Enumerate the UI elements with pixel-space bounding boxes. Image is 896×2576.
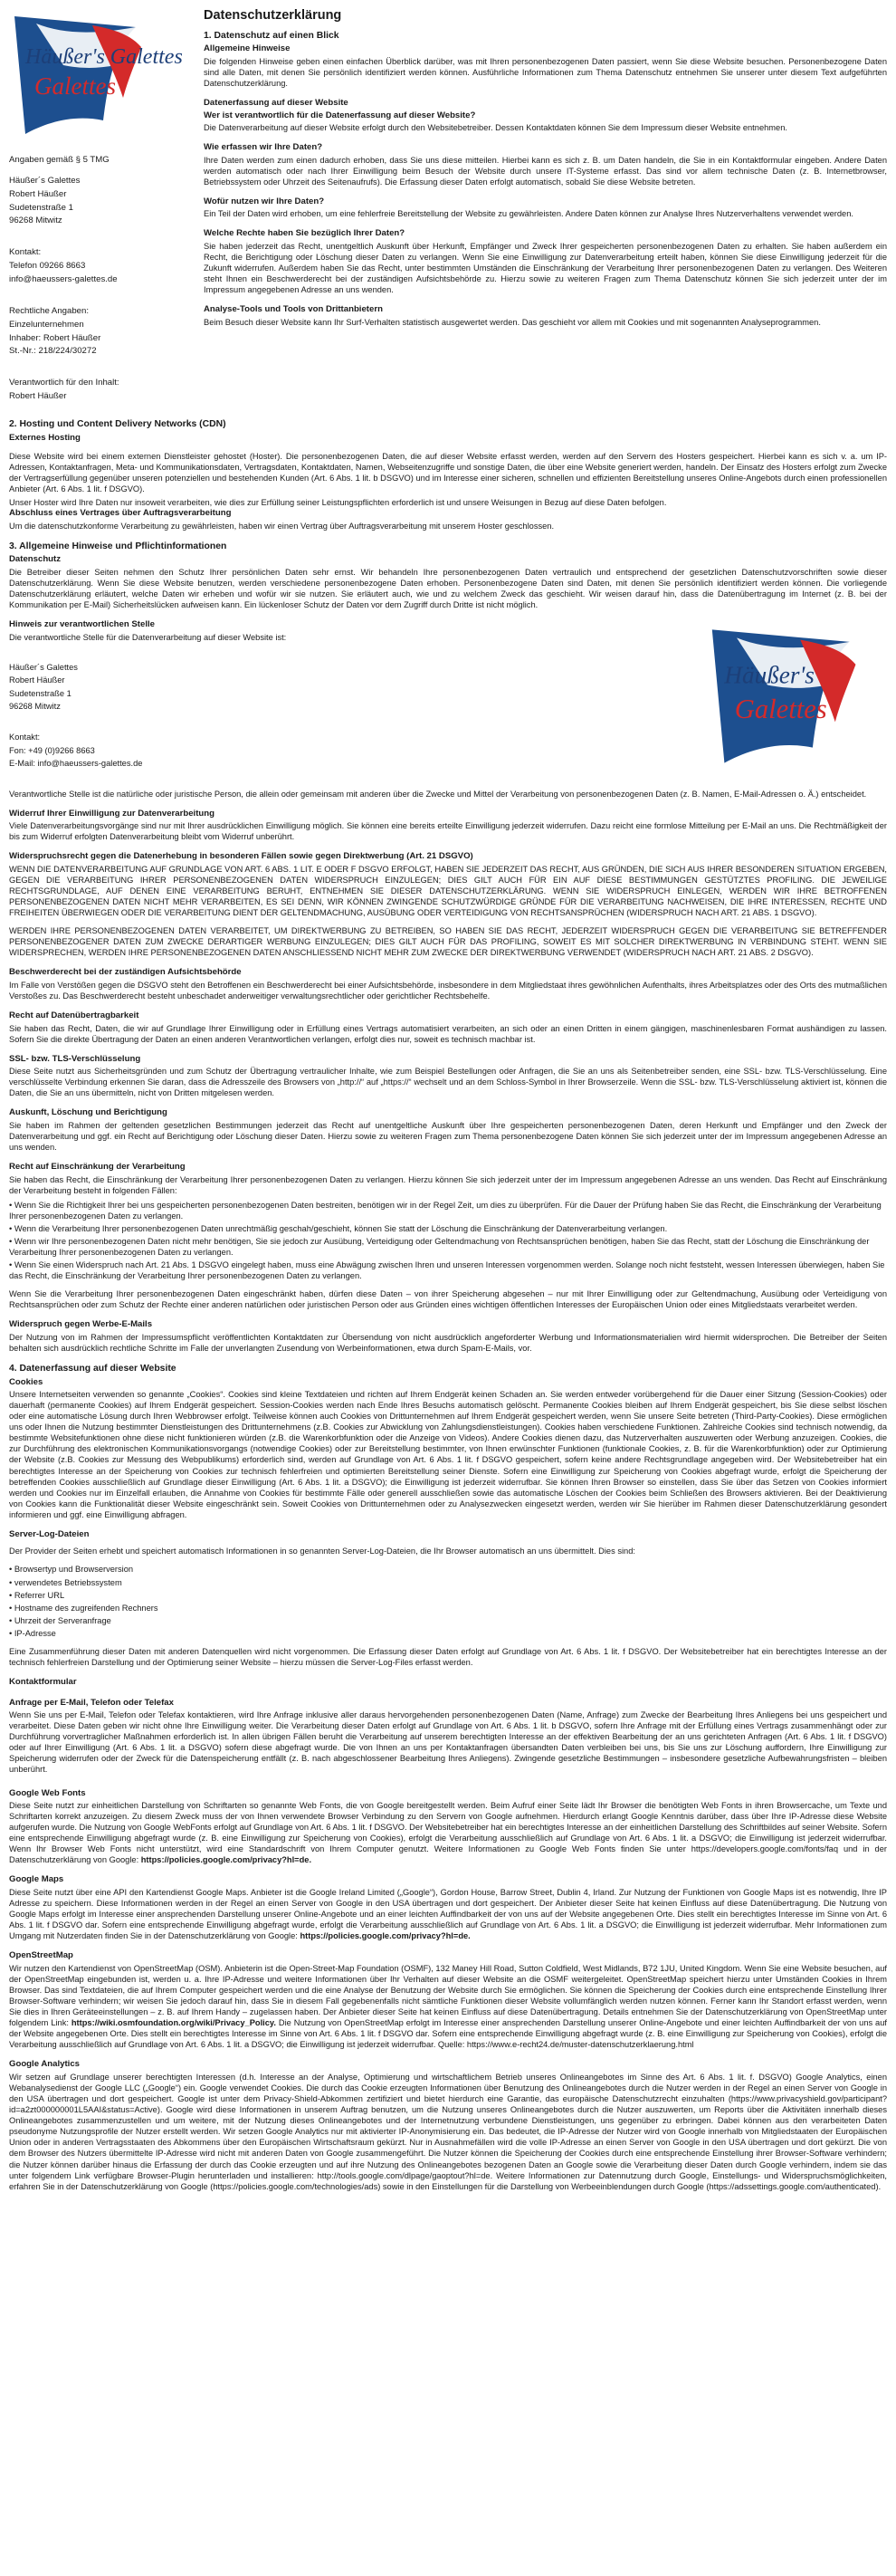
osm-privacy-link[interactable]: https://wiki.osmfoundation.org/wiki/Privacy_Policy. (71, 2018, 276, 2028)
list-item: • Wenn die Verarbeitung Ihrer personenbezogenen Daten unrechtmäßig geschah/geschieht, können Sie statt der Löschung die Einschränkung der Datenverarbeitung verlangen. (9, 1223, 887, 1234)
brand-logo-large (706, 619, 860, 773)
owner: Robert Häußer (9, 188, 67, 199)
phone[interactable]: Telefon 09266 8663 (9, 261, 86, 272)
addr-city: 96268 Mitwitz (9, 701, 61, 711)
list-item: • Wenn Sie die Richtigkeit Ihrer bei uns gespeicherten personenbezogenen Daten bestreiten, benötigen wir in der Regel Zeit, um dies zu überprüfen. Für die Dauer der Prüfung haben Sie das Recht, die Einschränkung der Verarbeitung Ihrer personenbezogenen Daten zu verlangen. (9, 1200, 887, 1221)
paragraph: Die Betreiber dieser Seiten nehmen den Schutz Ihrer persönlichen Daten sehr ernst. Wir behandeln Ihre personenbezogenen Daten vertraulich und entsprechend der gesetzlichen Datenschutzvorschriften sowie dieser Datenschutzerklärung. Wenn Sie diese Website benutzen, werden verschiedene personenbezogene Daten erhoben. Personenbezogene Daten sind Daten, mit denen Sie persönlich identifiziert werden können. Die vorliegende Datenschutzerklärung erläutert, welche Daten wir erheben und wofür wir sie nutzen. Sie erläutert auch, wie und zu welchem Zweck das geschieht. Wir weisen darauf hin, dass die Datenübertragung im Internet (z. B. bei der Kommunikation per E-Mail) Sicherheitslücken aufweisen kann. Ein lückenloser Schutz der Daten vor dem Zugriff durch Dritte ist nicht möglich. (9, 567, 887, 610)
paragraph: Die Datenverarbeitung auf dieser Website erfolgt durch den Websitebetreiber. Dessen Kontaktdaten können Sie dem Impressum dieser Website entnehmen. (204, 123, 787, 132)
sidebar (9, 7, 186, 404)
legal-form: Einzelunternehmen (9, 319, 84, 330)
subheading: Datenschutz (9, 554, 62, 565)
paragraph: Sie haben das Recht, die Einschränkung der Verarbeitung Ihrer personenbezogenen Daten zu verlangen. Hierzu können Sie sich jederzeit unter der im Impressum angegebenen Adresse an uns wenden. Das Recht auf Einschränkung der Verarbeitung besteht in folgenden Fällen: (9, 1174, 887, 1195)
subheading: Welche Rechte haben Sie bezüglich Ihrer Daten? (204, 228, 405, 239)
section-heading: 4. Datenerfassung auf dieser Website (9, 1364, 176, 1374)
paragraph: Unser Hoster wird Ihre Daten nur insoweit verarbeiten, wie dies zur Erfüllung seiner Leistungspflichten erforderlich ist und unsere Weisungen in Bezug auf diese Daten befolgen. (9, 498, 667, 508)
content-full (9, 418, 887, 2195)
imprint-address (9, 154, 186, 228)
responsible-label: Verantwortlich für den Inhalt: (9, 378, 119, 388)
paragraph: WERDEN IHRE PERSONENBEZOGENEN DATEN VERARBEITET, UM DIREKTWERBUNG ZU BETREIBEN, SO HABEN SIE DAS RECHT, JEDERZEIT WIDERSPRUCH GEGEN DIE VERARBEITUNG SIE BETREFFENDER PERSONENBEZOGENER DATEN ZUM ZWECKE DERARTIGER WERBUNG EINZULEGEN; DIES GILT AUCH FÜR DAS PROFILING, SOWEIT ES MIT SOLCHER DIREKTWERBUNG IN VERBINDUNG STEHT. WENN SIE WIDERSPRECHEN, WERDEN IHRE PERSONENBEZOGENEN DATEN ANSCHLIESSEND NICHT MEHR ZUM ZWECKE DER DIREKTWERBUNG VERWENDET (WIDERSPRUCH NACH ART. 21 ABS. 2 DSGVO). (9, 926, 887, 958)
svg-text:Häußer's: Häußer's (724, 661, 815, 689)
list-item: • Browsertyp und Browserversion (9, 1564, 887, 1575)
legal-label: Rechtliche Angaben: (9, 305, 90, 316)
subheading: Google Maps (9, 1874, 64, 1885)
street: Sudetenstraße 1 (9, 202, 73, 213)
section-heading: 1. Datenschutz auf einen Blick (204, 30, 339, 41)
subheading: Datenerfassung auf dieser Website (204, 98, 348, 109)
contact-label: Kontakt: (9, 247, 42, 258)
imprint-contact (9, 246, 186, 287)
paragraph: Wenn Sie uns per E-Mail, Telefon oder Telefax kontaktieren, wird Ihre Anfrage inklusive aller daraus hervorgehenden personenbezogenen Daten (Name, Anfrage) zum Zwecke der Bearbeitung Ihres Anliegens bei uns gespeichert und verarbeitet. Diese Daten geben wir nicht ohne Ihre Einwilligung weiter. Die Verarbeitung dieser Daten erfolgt auf Grundlage von Art. 6 Abs. 1 lit. b DSGVO, sofern Ihre Anfrage mit der Erfüllung eines Vertrags zusammenhängt oder zur Durchführung vorvertraglicher Maßnahmen erforderlich ist. In allen übrigen Fällen beruht die Verarbeitung auf unserem berechtigten Interesse an der effektiven Bearbeitung der an uns gerichteten Anfragen (Art. 6 Abs. 1 lit. f DSGVO) oder auf Ihrer Einwilligung (Art. 6 Abs. 1 lit. a DSGVO) sofern diese abgefragt wurde. Die von Ihnen an uns per Kontaktanfragen übersandten Daten verbleiben bei uns, bis Sie uns zur Löschung auffordern, Ihre Einwilligung zur Speicherung widerrufen oder der Zweck für die Datenspeicherung entfällt (z. B. nach abgeschlossener Bearbeitung Ihres Anliegens). Zwingende gesetzliche Bestimmungen – insbesondere gesetzliche Aufbewahrungsfristen – bleiben unberührt. (9, 1710, 887, 1775)
addr-owner: Robert Häußer (9, 675, 65, 685)
company: Häußer´s Galettes (9, 175, 81, 186)
subheading: Cookies (9, 1376, 43, 1387)
subheading: Widerruf Ihrer Einwilligung zur Datenverarbeitung (9, 808, 214, 819)
paragraph: Ein Teil der Daten wird erhoben, um eine fehlerfreie Bereitstellung der Website zu gewährleisten. Andere Daten können zur Analyse Ihres Nutzerverhaltens verwendet werden. (204, 209, 853, 219)
subheading: Recht auf Datenübertragbarkeit (9, 1010, 139, 1021)
section-heading: 2. Hosting und Content Delivery Networks (CDN) (9, 419, 226, 429)
paragraph (9, 1963, 887, 2051)
list-item: • Wenn wir Ihre personenbezogenen Daten nicht mehr benötigen, Sie sie jedoch zur Ausübung, Verteidigung oder Geltendmachung von Rechtsansprüchen benötigen, haben Sie das Recht, statt der Löschung die Einschränkung der Verarbeitung Ihrer personenbezogenen Daten zu verlangen. (9, 1236, 887, 1258)
osm-text: Wir nutzen den Kartendienst von OpenStreetMap (OSM). Anbieterin ist die Open-Street-Map Foundation (OSMF), 132 Maney Hill Road, Sutton Coldfield, West Midlands, B72 1JU, United Kingdom. Wenn Sie eine Website besuchen, auf der OpenStreetMap eingebunden ist, werden u. a. Ihre IP-Adresse und weitere Informationen über Ihr Verhalten auf dieser Website an die OSMF weitergeleitet. OpenStreetMap speichert hierzu unter Umständen Cookies in Ihrem Browser. Das sind Textdateien, die auf Ihrem Computer gespeichert werden und die eine Analyse der Benutzung der Website durch Sie ermöglichen. Sie können die Speicherung der Cookies durch eine entsprechende Einstellung Ihrer Browser-Software verhindern; wir weisen Sie jedoch darauf hin, dass Sie in diesem Fall gegebenenfalls nicht sämtliche Funktionen dieser Website vollumfänglich werden nutzen können. Ferner kann Ihr Standort erfasst werden, wenn Sie dies in Ihren Geräteeinstellungen – z. B. auf Ihrem Handy – zugelassen haben. Der Anbieter dieser Seite hat keinen Einfluss auf diese Datenübertragung. Details entnehmen Sie der Datenschutzerklärung von OpenStreetMap unter folgendem Link: (9, 1963, 887, 2028)
imprint-responsible (9, 377, 186, 404)
maps-text: Diese Seite nutzt über eine API den Kartendienst Google Maps. Anbieter ist die Google Ireland Limited („Google“), Gordon House, Barrow Street, Dublin 4, Irland. Zur Nutzung der Funktionen von Google Maps ist es notwendig, Ihre IP Adresse zu speichern. Diese Informationen werden in der Regel an einen Server von Google in den USA übertragen und dort gespeichert. Der Anbieter dieser Seite hat keinen Einfluss auf diese Datenübertragung. Die Nutzung von Google Maps erfolgt im Interesse einer ansprechenden Darstellung unserer Online-Angebote und an einer leichten Auffindbarkeit der von uns auf der Website angegebenen Orte. Dies stellt ein berechtigtes Interesse im Sinne von Art. 6 Abs. 1 lit. f DSGVO dar. Sofern eine entsprechende Einwilligung abgefragt wurde, erfolgt die Verarbeitung ausschließlich auf Grundlage von Art. 6 Abs. 1 lit. a DSGVO; die Einwilligung ist jederzeit widerrufbar. Mehr Informationen zum Umgang mit Nutzerdaten finden Sie in der Datenschutzerklärung von Google: (9, 1887, 887, 1941)
subheading: Wer ist verantwortlich für die Datenerfassung auf dieser Website? (204, 110, 476, 120)
paragraph: Ihre Daten werden zum einen dadurch erhoben, dass Sie uns diese mitteilen. Hierbei kann es sich z. B. um Daten handeln, die Sie in ein Kontaktformular eingeben. Andere Daten werden automatisch oder nach Ihrer Einwilligung beim Besuch der Website durch unsere IT-Systeme erfasst. Das sind vor allem technische Daten (z. B. Internetbrowser, Betriebssystem oder Uhrzeit des Seitenaufrufs). Die Erfassung dieser Daten erfolgt automatisch, sobald Sie diese Website betreten. (204, 155, 887, 187)
legal-owner: Inhaber: Robert Häußer (9, 332, 101, 343)
subheading: Abschluss eines Vertrages über Auftragsverarbeitung (9, 508, 232, 519)
imprint-legal (9, 305, 186, 359)
restriction-list (9, 1200, 887, 1282)
page-title: Datenschutzerklärung (204, 8, 342, 23)
paragraph: Wenn Sie die Verarbeitung Ihrer personenbezogenen Daten eingeschränkt haben, dürfen diese Daten – von ihrer Speicherung abgesehen – nur mit Ihrer Einwilligung oder zur Geltendmachung, Ausübung oder Verteidigung von Rechtsansprüchen oder zum Schutz der Rechte einer anderen natürlichen oder juristischen Person oder aus Gründen eines wichtigen öffentlichen Interesses der Europäischen Union oder eines Mitgliedstaats verarbeitet werden. (9, 1289, 887, 1310)
paragraph: Diese Seite nutzt aus Sicherheitsgründen und zum Schutz der Übertragung vertraulicher Inhalte, wie zum Beispiel Bestellungen oder Anfragen, die Sie an uns als Seitenbetreiber senden, eine SSL- bzw. TLS-Verschlüsselung. Eine verschlüsselte Verbindung erkennen Sie daran, dass die Adresszeile des Browsers von „http://“ auf „https://“ wechselt und an dem Schloss-Symbol in Ihrer Browserzeile. Wenn die SSL- bzw. TLS-Verschlüsselung aktiviert ist, können die Daten, die Sie an uns übermitteln, nicht von Dritten mitgelesen werden. (9, 1067, 887, 1098)
list-item: • Wenn Sie einen Widerspruch nach Art. 21 Abs. 1 DSGVO eingelegt haben, muss eine Abwägung zwischen Ihren und unseren Interessen vorgenommen werden. Solange noch nicht feststeht, wessen Interessen überwiegen, haben Sie das Recht, die Einschränkung der Verarbeitung Ihrer personenbezogenen Daten zu verlangen. (9, 1259, 887, 1281)
email-link[interactable]: info@haeussers-galettes.de (9, 274, 118, 285)
subheading: Auskunft, Löschung und Berichtigung (9, 1107, 167, 1118)
fonts-text: Diese Seite nutzt zur einheitlichen Darstellung von Schriftarten so genannte Web Fonts, die von Google bereitgestellt werden. Beim Aufruf einer Seite lädt Ihr Browser die benötigten Web Fonts in ihren Browsercache, um Texte und Schriftarten korrekt anzuzeigen. Zu diesem Zweck muss der von Ihnen verwendete Browser Verbindung zu den Servern von Google aufnehmen. Hierdurch erlangt Google Kenntnis darüber, dass über Ihre IP-Adresse diese Website aufgerufen wurde. Die Nutzung von Google WebFonts erfolgt auf Grundlage von Art. 6 Abs. 1 lit. f DSGVO. Der Websitebetreiber hat ein berechtigtes Interesse an der einheitlichen Darstellung des Schriftbildes auf seiner Website. Sofern eine entsprechende Einwilligung abgefragt wurde (z. B. eine Einwilligung zur Speicherung von Cookies), erfolgt die Verarbeitung ausschließlich auf Grundlage von Art. 6 Abs. 1 lit. a DSGVO; die Einwilligung ist jederzeit widerrufbar. Wenn Ihr Browser Web Fonts nicht unterstützt, wird eine Standardschrift von Ihrem Computer genutzt. Weitere Informationen zu Google Web Fonts finden Sie unter https://developers.google.com/fonts/faq und in der Datenschutzerklärung von Google: (9, 1800, 887, 1865)
paragraph: WENN DIE DATENVERARBEITUNG AUF GRUNDLAGE VON ART. 6 ABS. 1 LIT. E ODER F DSGVO ERFOLGT, HABEN SIE JEDERZEIT DAS RECHT, AUS GRÜNDEN, DIE SICH AUS IHRER BESONDEREN SITUATION ERGEBEN, GEGEN DIE VERARBEITUNG IHRER PERSONENBEZOGENEN DATEN WIDERSPRUCH EINZULEGEN; DIES GILT AUCH FÜR EIN AUF DIESE BESTIMMUNGEN GESTÜTZTES PROFILING. DIE JEWEILIGE RECHTSGRUNDLAGE, AUF DENEN EINE VERARBEITUNG BERUHT, ENTNEHMEN SIE DIESER DATENSCHUTZERKLÄRUNG. WENN SIE WIDERSPRUCH EINLEGEN, WERDEN WIR IHRE BETROFFENEN PERSONENBEZOGENEN DATEN NICHT MEHR VERARBEITEN, ES SEI DENN, WIR KÖNNEN ZWINGENDE SCHUTZWÜRDIGE GRÜNDE FÜR DIE VERARBEITUNG NACHWEISEN, DIE IHRE INTERESSEN, RECHTE UND FREIHEITEN ÜBERWIEGEN ODER DIE VERARBEITUNG DIENT DER GELTENDMACHUNG, AUSÜBUNG ODER VERTEIDIGUNG VON RECHTSANSPRÜCHEN (WIDERSPRUCH NACH ART. 21 ABS. 1 DSGVO). (9, 864, 887, 918)
addr-email[interactable]: E-Mail: info@haeussers-galettes.de (9, 759, 143, 769)
paragraph: Sie haben im Rahmen der geltenden gesetzlichen Bestimmungen jederzeit das Recht auf unentgeltliche Auskunft über Ihre gespeicherten personenbezogenen Daten, deren Herkunft und Empfänger und den Zweck der Datenverarbeitung und ggf. ein Recht auf Berichtigung oder Löschung dieser Daten. Hierzu sowie zu weiteren Fragen zum Thema personenbezogene Daten können Sie sich jederzeit unter der im Impressum angegebenen Adresse an uns wenden. (9, 1120, 887, 1152)
svg-text:Häußer's Galettes: Häußer's Galettes (25, 45, 183, 69)
brand-logo[interactable] (9, 7, 183, 143)
list-item: • Referrer URL (9, 1590, 887, 1601)
svg-text:Galettes: Galettes (34, 72, 116, 100)
paragraph: Sie haben das Recht, Daten, die wir auf Grundlage Ihrer Einwilligung oder in Erfüllung eines Vertrags automatisiert verarbeiten, an sich oder an einen Dritten in einem gängigen, maschinenlesbaren Format aushändigen zu lassen. Sofern Sie die direkte Übertragung der Daten an einen anderen Verantwortlichen verlangen, erfolgt dies nur, soweit es technisch machbar ist. (9, 1023, 887, 1044)
subheading: Externes Hosting (9, 432, 81, 443)
paragraph: Unsere Internetseiten verwenden so genannte „Cookies“. Cookies sind kleine Textdateien und richten auf Ihrem Endgerät keinen Schaden an. Sie werden entweder vorübergehend für die Dauer einer Sitzung (Session-Cookies) oder dauerhaft (permanente Cookies) auf Ihrem Endgerät gespeichert. Session-Cookies werden nach Ende Ihres Besuchs automatisch gelöscht. Permanente Cookies bleiben auf Ihrem Endgerät gespeichert, bis Sie diese selbst löschen oder eine automatische Lösung durch Ihren Webbrowser erfolgt. Teilweise können auch Cookies von Drittunternehmen auf Ihrem Endgerät gespeichert werden, wenn Sie unsere Seite betreten (Third-Party-Cookies). Diese ermöglichen uns oder Ihnen die Nutzung bestimmter Dienstleistungen des Drittunternehmens (z.B. Cookies zur Abwicklung von Zahlungsdienstleistungen). Cookies haben verschiedene Funktionen. Zahlreiche Cookies sind technisch notwendig, da bestimmte Websitefunktionen ohne diese nicht funktionieren würden (z.B. die Warenkorbfunktion oder die Anzeige von Videos). Andere Cookies dienen dazu, das Nutzerverhalten auszuwerten oder Werbung anzuzeigen. Cookies, die zur Durchführung des elektronischen Kommunikationsvorgangs (notwendige Cookies) oder zur Bereitstellung bestimmter, von Ihnen erwünschter Funktionen (funktionale Cookies, z. B. für die Warenkorbfunktion) oder zur Optimierung der Website (z.B. Cookies zur Messung des Webpublikums) erforderlich sind, werden auf Grundlage von Art. 6 Abs. 1 lit. f DSGVO gespeichert, sofern keine andere Rechtsgrundlage angegeben wird. Der Websitebetreiber hat ein berechtigtes Interesse an der Speicherung von Cookies zur technisch fehlerfreien und optimierten Bereitstellung seiner Dienste. Sofern eine Einwilligung zur Speicherung von Cookies abgefragt wurde, erfolgt die Speicherung der betreffenden Cookies ausschließlich auf Grundlage dieser Einwilligung (Art. 6 Abs. 1 lit. a DSGVO); die Einwilligung ist jederzeit widerrufbar. Sie können Ihren Browser so einstellen, dass Sie über das Setzen von Cookies informiert werden und Cookies nur im Einzelfall erlauben, die Annahme von Cookies für bestimmte Fälle oder generell ausschließen sowie das automatische Löschen der Cookies beim Schließen des Browsers aktivieren. Bei der Deaktivierung von Cookies kann die Funktionalität dieser Website eingeschränkt sein. Soweit Cookies von Drittunternehmen oder zu Analysezwecken eingesetzt werden, werden wir Sie hierüber im Rahmen dieser Datenschutzerklärung gesondert informieren und ggf. eine Einwilligung abfragen. (9, 1390, 887, 1519)
log-list (9, 1564, 887, 1638)
paragraph: Viele Datenverarbeitungsvorgänge sind nur mit Ihrer ausdrücklichen Einwilligung möglich. Sie können eine bereits erteilte Einwilligung jederzeit widerrufen. Dazu reicht eine formlose Mitteilung per E-Mail an uns. Die Rechtmäßigkeit der bis zum Widerruf erfolgten Datenverarbeitung bleibt vom Widerruf unberührt. (9, 821, 887, 842)
list-item: • Uhrzeit der Serveranfrage (9, 1615, 887, 1626)
svg-text:Galettes: Galettes (734, 694, 827, 725)
responsible-name: Robert Häußer (9, 391, 67, 402)
subheading: Google Web Fonts (9, 1787, 86, 1798)
subheading: Widerspruchsrecht gegen die Datenerhebung in besonderen Fällen sowie gegen Direktwerbung (Art. 21 DSGVO) (9, 851, 473, 862)
subheading: SSL- bzw. TLS-Verschlüsselung (9, 1053, 141, 1064)
subheading: Recht auf Einschränkung der Verarbeitung (9, 1162, 186, 1173)
addr-phone[interactable]: Fon: +49 (0)9266 8663 (9, 745, 95, 755)
paragraph: Die folgenden Hinweise geben einen einfachen Überblick darüber, was mit Ihren personenbezogenen Daten passiert, wenn Sie diese Website besuchen. Personenbezogene Daten sind alle Daten, mit denen Sie persönlich identifiziert werden können. Ausführliche Informationen zum Thema Datenschutz entnehmen Sie unserer unter diesem Text aufgeführten Datenschutzerklärung. (204, 56, 887, 88)
subheading: Analyse-Tools und Tools von Drittanbietern (204, 304, 383, 315)
addr-contact-label: Kontakt: (9, 733, 41, 742)
list-item: • verwendetes Betriebssystem (9, 1577, 887, 1588)
tmg-label: Angaben gemäß § 5 TMG (9, 155, 110, 165)
responsible-block (9, 619, 887, 799)
paragraph (9, 1887, 887, 1941)
paragraph: Der Nutzung von im Rahmen der Impressumspflicht veröffentlichten Kontaktdaten zur Übersendung von nicht ausdrücklich angeforderter Werbung und Informationsmaterialien wird hiermit widersprochen. Die Betreiber der Seiten behalten sich ausdrücklich rechtliche Schritte im Falle der unverlangten Zusendung von Werbeinformationen, etwa durch Spam-E-Mails, vor. (9, 1332, 887, 1353)
paragraph: Sie haben jederzeit das Recht, unentgeltlich Auskunft über Herkunft, Empfänger und Zweck Ihrer gespeicherten personenbezogenen Daten zu erhalten. Sie haben außerdem ein Recht, die Berichtigung oder Löschung dieser Daten zu verlangen. Wenn Sie eine Einwilligung zur Datenverarbeitung erteilt haben, können Sie diese Einwilligung jederzeit für die Zukunft widerrufen. Außerdem haben Sie das Recht, unter bestimmten Umständen die Einschränkung der Verarbeitung Ihrer personenbezogenen Daten zu verlangen. Des Weiteren steht Ihnen ein Beschwerderecht bei der zuständigen Aufsichtsbehörde zu. Hierzu sowie zu weiteren Fragen zum Thema Datenschutz können Sie sich jederzeit unter der im Impressum angegebenen Adresse an uns wenden. (204, 241, 887, 295)
subheading: Wie erfassen wir Ihre Daten? (204, 142, 323, 153)
paragraph (9, 1800, 887, 1865)
section-1 (204, 7, 887, 330)
subheading: Beschwerderecht bei der zuständigen Aufsichtsbehörde (9, 967, 242, 978)
google-maps-privacy-link[interactable]: https://policies.google.com/privacy?hl=de. (300, 1931, 471, 1941)
subheading: Server-Log-Dateien (9, 1528, 90, 1539)
paragraph: Der Provider der Seiten erhebt und speichert automatisch Informationen in so genannten Server-Log-Dateien, die Ihr Browser automatisch an uns übermittelt. Dies sind: (9, 1547, 635, 1556)
paragraph: Diese Website wird bei einem externen Dienstleister gehostet (Hoster). Die personenbezogenen Daten, die auf dieser Website erfasst werden, werden auf den Servern des Hosters gespeichert. Hierbei kann es sich v. a. um IP-Adressen, Kontaktanfragen, Meta- und Kommunikationsdaten, Vertragsdaten, Kontaktdaten, Namen, Webseitenzugriffe und sonstige Daten, die über eine Website generiert werden, handeln. Der Einsatz des Hosters erfolgt zum Zwecke der Vertragserfüllung gegenüber unseren potenziellen und bestehenden Kunden (Art. 6 Abs. 1 lit. b DSGVO) und im Interesse einer sicheren, schnellen und effizienten Bereitstellung unseres Online-Angebots durch einen professionellen Anbieter (Art. 6 Abs. 1 lit. f DSGVO). (9, 451, 887, 494)
addr-street: Sudetenstraße 1 (9, 688, 71, 698)
addr-company: Häußer´s Galettes (9, 662, 78, 672)
paragraph: Um die datenschutzkonforme Verarbeitung zu gewährleisten, haben wir einen Vertrag über Auftragsverarbeitung mit unserem Hoster geschlossen. (9, 521, 555, 531)
subheading: Widerspruch gegen Werbe-E-Mails (9, 1319, 153, 1330)
section-heading: 3. Allgemeine Hinweise und Pflichtinformationen (9, 541, 227, 551)
paragraph: Wir setzen auf Grundlage unserer berechtigten Interessen (d.h. Interesse an der Analyse, Optimierung und wirtschaftlichem Betrieb unseres Onlineangebotes im Sinne des Art. 6 Abs. 1 lit. f. DSGVO) Google Analytics, einen Webanalysedienst der Google LLC („Google“) ein. Google verwendet Cookies. Die durch das Cookie erzeugten Informationen über Benutzung des Onlineangebotes durch die Nutzer werden in der Regel an einen Server von Google in den USA übertragen und dort gespeichert. Google ist unter dem Privacy-Shield-Abkommen zertifiziert und bietet hierdurch eine Garantie, das europäische Datenschutzrecht einzuhalten (https://www.privacyshield.gov/participant?id=a2zt000000001L5AAI&status=Active). Google wird diese Informationen in unserem Auftrag benutzen, um die Nutzung unseres Onlineangebotes durch die Nutzer auszuwerten, um Reports über die Aktivitäten innerhalb dieses Onlineangebotes zusammenzustellen und um weitere, mit der Nutzung dieses Onlineangebotes und der Internetnutzung verbundene Dienstleistungen, uns gegenüber zu erbringen. Dabei können aus den verarbeiteten Daten pseudonyme Nutzungsprofile der Nutzer erstellt werden. Wir setzen Google Analytics nur mit aktivierter IP-Anonymisierung ein. Das bedeutet, die IP-Adresse der Nutzer wird von Google innerhalb von Mitgliedstaaten der Europäischen Union oder in anderen Vertragsstaaten des Abkommens über den Europäischen Wirtschaftsraum gekürzt. Nur in Ausnahmefällen wird die volle IP-Adresse an einen Server von Google in den USA übertragen und dort gekürzt. Die von dem Browser des Nutzers übermittelte IP-Adresse wird nicht mit anderen Daten von Google zusammengeführt. Die Nutzer können die Speicherung der Cookies durch eine entsprechende Einstellung ihrer Browser-Software verhindern; die Nutzer können darüber hinaus die Erfassung der durch das Cookie erzeugten und auf ihre Nutzung des Onlineangebotes bezogenen Daten an Google sowie die Verarbeitung dieser Daten durch Google verhindern, indem sie das unter folgendem Link verfügbare Browser-Plugin herunterladen und installieren: http://tools.google.com/dlpage/gaoptout?hl=de. Weitere Informationen zur Datennutzung durch Google, Einstellungs- und Widerspruchsmöglichkeiten, erfahren Sie in der Datenschutzerklärung von Google (https://policies.google.com/technologies/ads) sowie in den Einstellungen für die Darstellung von Werbeeinblendungen durch Google (https://adssettings.google.com/authenticated). (9, 2072, 887, 2191)
paragraph: Beim Besuch dieser Website kann Ihr Surf-Verhalten statistisch ausgewertet werden. Das geschieht vor allem mit Cookies und mit sogenannten Analyseprogrammen. (204, 317, 821, 327)
paragraph: Verantwortliche Stelle ist die natürliche oder juristische Person, die allein oder gemeinsam mit anderen über die Zwecke und Mittel der Verarbeitung von personenbezogenen Daten (z. B. Namen, E-Mail-Adressen o. Ä.) entscheidet. (9, 789, 867, 799)
city: 96268 Mitwitz (9, 215, 62, 226)
subheading: Hinweis zur verantwortlichen Stelle (9, 619, 156, 630)
paragraph: Die verantwortliche Stelle für die Datenverarbeitung auf dieser Website ist: (9, 632, 287, 642)
paragraph: Im Falle von Verstößen gegen die DSGVO steht den Betroffenen ein Beschwerderecht bei einer Aufsichtsbehörde, insbesondere in dem Mitgliedstaat ihres gewöhnlichen Aufenthalts, ihres Arbeitsplatzes oder des Orts des mutmaßlichen Verstoßes zu. Das Beschwerderecht besteht unbeschadet anderweitiger verwaltungsrechtlicher oder gerichtlicher Rechtsbehelfe. (9, 980, 887, 1001)
subheading: Kontaktformular (9, 1677, 77, 1688)
tax-number: St.-Nr.: 218/224/30272 (9, 346, 97, 357)
list-item: • IP-Adresse (9, 1628, 887, 1639)
subheading: Wofür nutzen wir Ihre Daten? (204, 196, 325, 206)
list-item: • Hostname des zugreifenden Rechners (9, 1603, 887, 1614)
osm-text-2: Die Nutzung von OpenStreetMap erfolgt im Interesse einer ansprechenden Darstellung unserer Online-Angebote und einer leichten Auffindbarkeit der von uns auf der Website angegebenen Orte. Dies stellt ein berechtigtes Interesse im Sinne von Art. 6 Abs. 1 lit. f DSGVO dar. Sofern eine entsprechende Einwilligung abgefragt wurde (z. B. eine Einwilligung zur Speicherung von Cookies), erfolgt die Verarbeitung ausschließlich auf Grundlage von Art. 6 Abs. 1 lit. a DSGVO; die Einwilligung ist jederzeit widerrufbar. Quelle: https://www.e-recht24.de/muster-datenschutzerklaerung.html (9, 2018, 887, 2050)
google-privacy-link[interactable]: https://policies.google.com/privacy?hl=de. (140, 1855, 312, 1865)
subheading: Anfrage per E-Mail, Telefon oder Telefax (9, 1697, 174, 1708)
subheading: Google Analytics (9, 2059, 81, 2070)
paragraph: Eine Zusammenführung dieser Daten mit anderen Datenquellen wird nicht vorgenommen. Die Erfassung dieser Daten erfolgt auf Grundlage von Art. 6 Abs. 1 lit. f DSGVO. Der Websitebetreiber hat ein berechtigtes Interesse an der technisch fehlerfreien Darstellung und der Optimierung seiner Website – hierzu müssen die Server-Log-Files erfasst werden. (9, 1646, 887, 1668)
subheading: OpenStreetMap (9, 1950, 73, 1961)
subheading: Allgemeine Hinweise (204, 43, 291, 54)
